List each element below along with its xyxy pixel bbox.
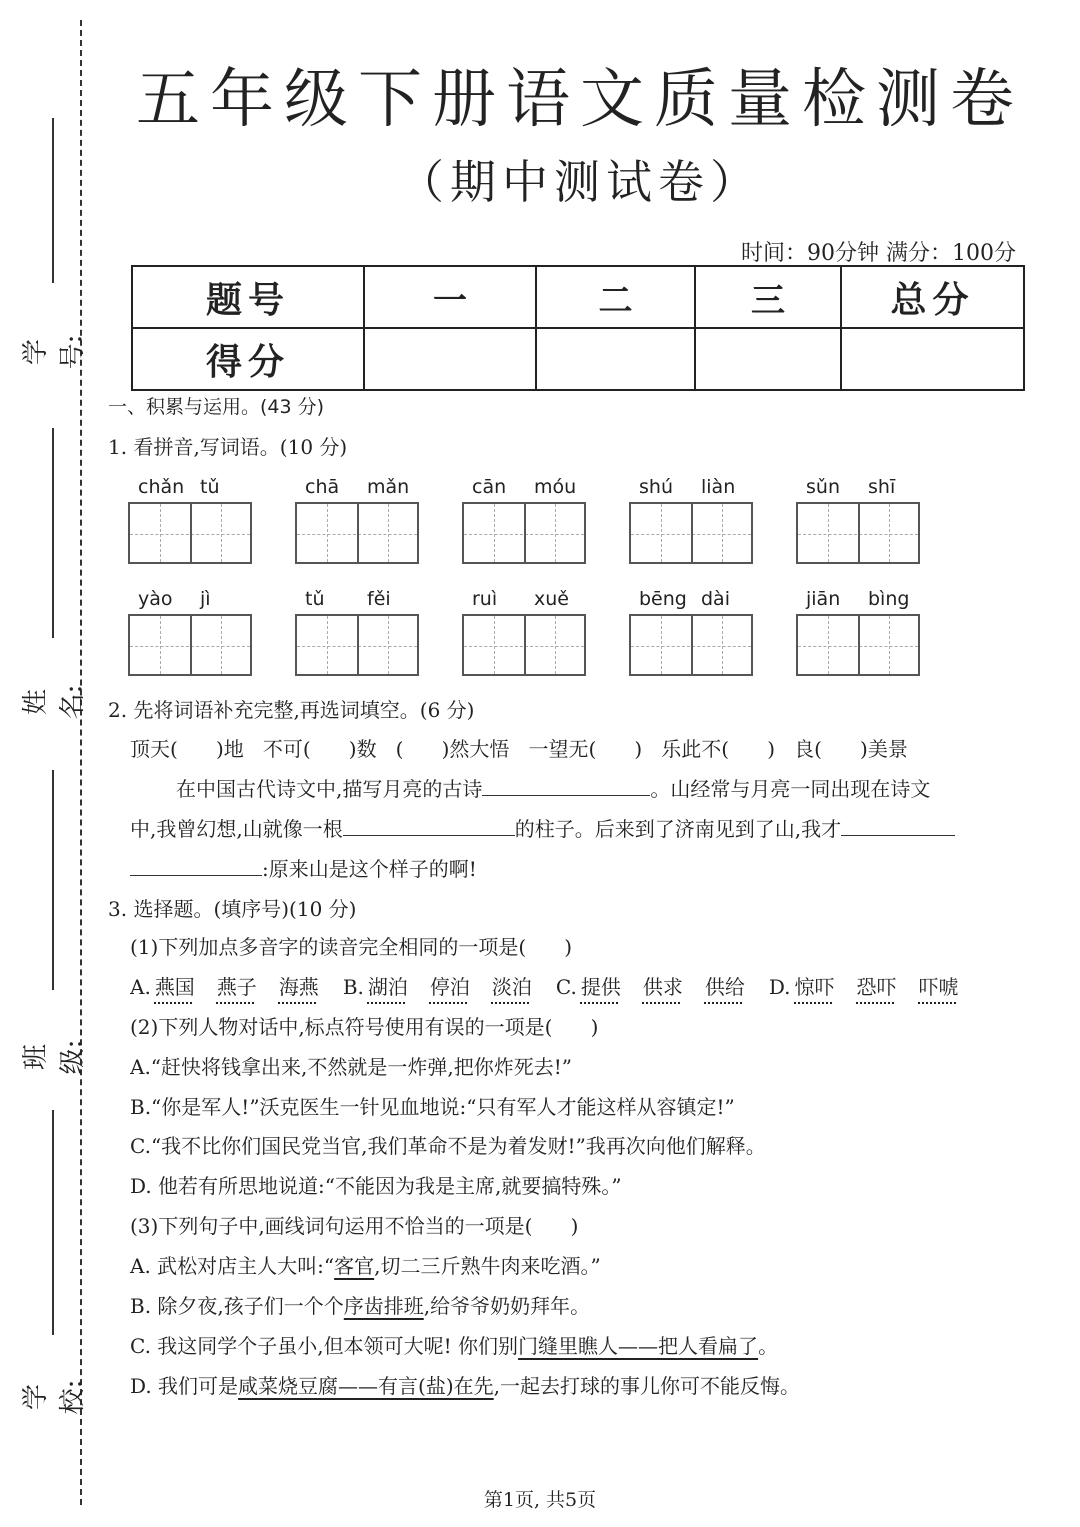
page-footer: 第1页, 共5页 — [483, 1489, 597, 1511]
character-writing-grid[interactable] — [796, 502, 920, 564]
option-label: B. — [342, 975, 364, 999]
pinyin-syllable: cān — [472, 476, 507, 498]
option-label: D. — [768, 975, 791, 999]
q3-sub3-option-c — [130, 1330, 778, 1359]
option-word: 恐吓 — [856, 975, 897, 999]
option-word: 惊吓 — [794, 975, 835, 999]
q3-sub2: (2)下列人物对话中,标点符号使用有误的一项是( ) — [130, 1015, 599, 1039]
option-text: D. 我们可是 — [130, 1374, 239, 1398]
idiom-fill-words: 顶天( )地 不可( )数 ( )然大悟 一望无( ) 乐此不( ) 良( )美景 — [130, 737, 908, 761]
q3-sub3-option-d — [130, 1370, 800, 1399]
score-entry-cell[interactable] — [841, 328, 1024, 390]
school-line — [52, 1110, 54, 1335]
pinyin-syllable: jiān — [806, 588, 841, 610]
option-word: 停泊 — [429, 975, 470, 999]
binding-dashed-line — [80, 20, 82, 1505]
pinyin-syllable: sǔn — [806, 476, 840, 498]
q3-sub1: (1)下列加点多音字的读音完全相同的一项是( ) — [130, 935, 573, 959]
answer-blank[interactable] — [130, 857, 262, 876]
pinyin-syllable: yào — [138, 588, 173, 610]
pinyin-syllable: dài — [701, 588, 730, 610]
character-writing-grid[interactable] — [295, 502, 419, 564]
pinyin-syllable: chā — [305, 476, 340, 498]
pinyin-syllable: bēng — [639, 588, 687, 610]
q2-paragraph-line-3 — [130, 853, 477, 882]
q3-sub1-options — [130, 971, 983, 1000]
q2-text: 中,我曾幻想,山就像一根 — [130, 817, 343, 841]
pinyin-syllable: ruì — [472, 588, 498, 610]
score-table-cell: 得分 — [132, 328, 364, 390]
score-table-score-row — [132, 328, 1024, 390]
option-text: A. 武松对店主人大叫:“ — [130, 1254, 335, 1278]
option-text: B. 除夕夜,孩子们一个个 — [130, 1294, 344, 1318]
underlined-phrase: 客官 — [334, 1254, 375, 1278]
score-table-cell: 题号 — [132, 266, 364, 328]
q2-text: :原来山是这个样子的啊! — [262, 857, 477, 881]
q3-sub2-option-d: D. 他若有所思地说道:“不能因为我是主席,就要搞特殊。” — [130, 1174, 622, 1198]
q2-paragraph-line-1 — [176, 773, 930, 802]
name-label: 姓名: — [21, 684, 88, 720]
option-label: C. — [555, 975, 577, 999]
option-text: ,一起去打球的事儿你可不能反悔。 — [493, 1374, 801, 1398]
q3-sub3-option-a — [130, 1250, 601, 1279]
option-text: C. 我这同学个子虽小,但本领可大呢! 你们别 — [130, 1334, 519, 1358]
score-table-cell: 三 — [695, 266, 841, 328]
q3-sub3: (3)下列句子中,画线词句运用不恰当的一项是( ) — [130, 1214, 579, 1238]
q2-paragraph-line-2 — [130, 813, 955, 842]
page-subtitle: （期中测试卷） — [398, 155, 762, 209]
section-title: 一、积累与运用。(43 分) — [108, 396, 325, 418]
q2-text: 。山经常与月亮一同出现在诗文 — [650, 777, 931, 801]
character-writing-grid[interactable] — [128, 502, 252, 564]
option-word: 供给 — [704, 975, 745, 999]
option-word: 燕子 — [216, 975, 257, 999]
score-table-header-row — [132, 266, 1024, 328]
question-2-prompt: 2. 先将词语补充完整,再选词填空。(6 分) — [108, 698, 475, 722]
student-id-label: 学号: — [21, 334, 88, 370]
option-word: 湖泊 — [367, 975, 408, 999]
option-text: ,切二三斤熟牛肉来吃酒。” — [374, 1254, 601, 1278]
q2-text: 的柱子。后来到了济南见到了山,我才 — [514, 817, 842, 841]
option-text: 。 — [758, 1334, 779, 1358]
option-word: 淡泊 — [491, 975, 532, 999]
character-writing-grid[interactable] — [629, 614, 753, 676]
q3-sub3-option-b — [130, 1290, 590, 1319]
score-entry-cell[interactable] — [364, 328, 536, 390]
class-label: 班级: — [21, 1039, 88, 1075]
option-word: 燕国 — [154, 975, 195, 999]
option-word: 提供 — [580, 975, 621, 999]
character-writing-grid[interactable] — [629, 502, 753, 564]
pinyin-syllable: xuě — [534, 588, 569, 610]
score-entry-cell[interactable] — [536, 328, 695, 390]
pinyin-syllable: chǎn — [138, 476, 185, 498]
score-table-cell: 一 — [364, 266, 536, 328]
option-word: 海燕 — [278, 975, 319, 999]
school-label: 学校: — [21, 1379, 88, 1415]
pinyin-syllable: tǔ — [200, 476, 220, 498]
character-writing-grid[interactable] — [796, 614, 920, 676]
pinyin-syllable: fěi — [367, 588, 391, 610]
pinyin-syllable: bìng — [868, 588, 910, 610]
underlined-phrase: 咸菜烧豆腐——有言(盐)在先 — [238, 1374, 494, 1398]
option-word: 吓唬 — [918, 975, 959, 999]
character-writing-grid[interactable] — [462, 502, 586, 564]
page-title: 五年级下册语文质量检测卷 — [136, 63, 1024, 137]
character-writing-grid[interactable] — [462, 614, 586, 676]
score-table — [131, 265, 1025, 391]
pinyin-syllable: shī — [868, 476, 896, 498]
pinyin-syllable: jì — [200, 588, 211, 610]
name-line — [52, 428, 54, 638]
option-text: ,给爷爷奶奶拜年。 — [423, 1294, 591, 1318]
q3-sub2-option-c: C.“我不比你们国民党当官,我们革命不是为着发财!”我再次向他们解释。 — [130, 1134, 766, 1158]
time-info: 时间：90分钟 满分：100分 — [741, 241, 1016, 266]
underlined-phrase: 门缝里瞧人——把人看扁了 — [518, 1334, 759, 1358]
q3-sub2-option-a: A.“赶快将钱拿出来,不然就是一炸弹,把你炸死去!” — [130, 1055, 573, 1079]
q2-text: 在中国古代诗文中,描写月亮的古诗 — [176, 777, 483, 801]
answer-blank[interactable] — [482, 777, 650, 796]
pinyin-syllable: liàn — [701, 476, 736, 498]
character-writing-grid[interactable] — [128, 614, 252, 676]
option-word: 供求 — [642, 975, 683, 999]
q3-sub2-option-b: B.“你是军人!”沃克医生一针见血地说:“只有军人才能这样从容镇定!” — [130, 1095, 735, 1119]
underlined-phrase: 序齿排班 — [343, 1294, 424, 1318]
question-3-prompt: 3. 选择题。(填序号)(10 分) — [108, 897, 357, 921]
class-line — [52, 770, 54, 990]
score-table-cell: 总分 — [841, 266, 1024, 328]
score-entry-cell[interactable] — [695, 328, 841, 390]
option-label: A. — [130, 975, 151, 999]
pinyin-syllable: shú — [639, 476, 673, 498]
answer-blank[interactable] — [841, 817, 955, 836]
question-1-prompt: 1. 看拼音,写词语。(10 分) — [108, 435, 348, 459]
answer-blank[interactable] — [343, 817, 515, 836]
pinyin-syllable: móu — [534, 476, 577, 498]
pinyin-syllable: mǎn — [367, 476, 410, 498]
character-writing-grid[interactable] — [295, 614, 419, 676]
score-table-cell: 二 — [536, 266, 695, 328]
pinyin-syllable: tǔ — [305, 588, 325, 610]
